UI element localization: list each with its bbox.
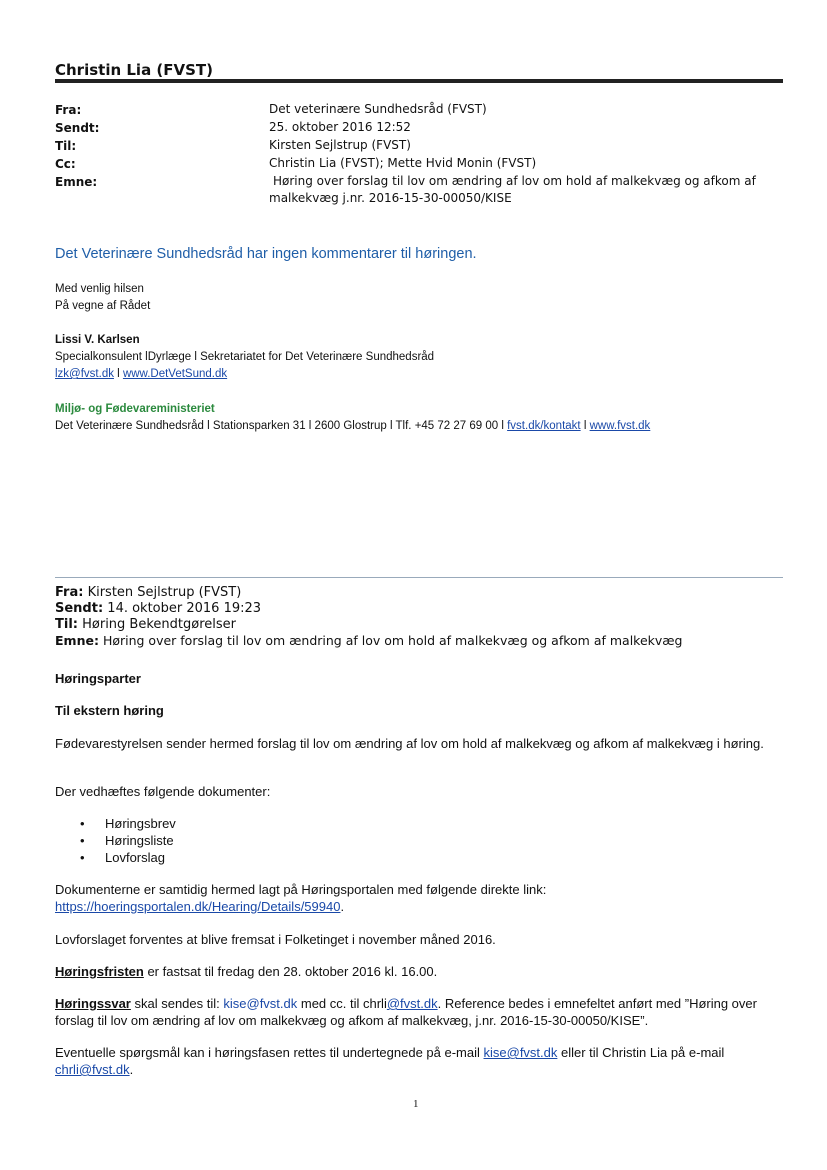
attachment-list (80, 815, 176, 866)
portal-text: Dokumenterne er samtidig hermed lagt på Høringsportalen med følgende direkte link: (55, 882, 547, 897)
para-questions (55, 1044, 790, 1078)
address-line (55, 420, 650, 432)
signer-web-link[interactable]: www.DetVetSund.dk (122, 368, 228, 380)
subject-label: Emne: (55, 175, 98, 189)
greeting: Med venlig hilsen (55, 283, 144, 295)
list-item: • Lovforslag (80, 849, 176, 866)
para-attachments: Der vedhæftes følgende dokumenter: (55, 784, 271, 799)
forward-divider (55, 577, 783, 578)
fw-to-label: Til: (55, 617, 78, 632)
page-number: 1 (413, 1098, 419, 1110)
on-behalf: På vegne af Rådet (55, 300, 151, 312)
heading-external: Til ekstern høring (55, 703, 164, 718)
fw-to (55, 617, 236, 632)
questions-text: Eventuelle spørgsmål kan i høringsfasen rettes til undertegnede på e-mail (55, 1045, 484, 1060)
contact-link[interactable]: fvst.dk/kontakt (507, 420, 581, 432)
questions-text: eller til Christin Lia på e-mail (557, 1045, 725, 1060)
deadline-label: Høringsfristen (55, 964, 144, 979)
portal-link[interactable]: https://hoeringsportalen.dk/Hearing/Details/59940 (55, 899, 341, 914)
fw-subject-label: Emne: (55, 633, 99, 648)
fw-subject (55, 633, 683, 648)
list-item: • Høringsbrev (80, 815, 176, 832)
questions-text: . (129, 1062, 134, 1077)
heading-parties: Høringsparter (55, 671, 141, 686)
cc-email-link[interactable]: @fvst.dk (386, 996, 438, 1011)
address-text: Det Veterinære Sundhedsråd l Stationsparken 31 l 2600 Glostrup l Tlf. +45 72 27 69 00 l (55, 420, 504, 432)
to-label: Til: (55, 139, 77, 153)
header-rule (55, 79, 783, 83)
list-item: • Høringsliste (80, 832, 176, 849)
sent-label: Sendt: (55, 121, 100, 135)
cc-value: Christin Lia (FVST); Mette Hvid Monin (FVST) (269, 156, 537, 170)
fw-from-value: Kirsten Sejlstrup (FVST) (87, 585, 242, 600)
para-deadline (55, 963, 790, 980)
signer-title: Specialkonsulent lDyrlæge l Sekretariatet for Det Veterinære Sundhedsråd (55, 351, 435, 363)
cc-label: Cc: (55, 157, 76, 171)
fw-from-label: Fra: (55, 585, 84, 600)
fw-sent-value: 14. oktober 2016 19:23 (107, 601, 262, 616)
fw-from (55, 585, 241, 600)
document-owner-title: Christin Lia (FVST) (55, 61, 214, 79)
reply-email-link[interactable]: kise@fvst.dk (223, 996, 298, 1011)
subject-value: Høring over forslag til lov om ændring af lov om hold af malkekvæg og afkom af malkekvæg j.nr. 2016-15-30-00050/KISE (269, 174, 756, 205)
separator: l (117, 368, 120, 380)
signer-email-link[interactable]: lzk@fvst.dk (55, 368, 114, 380)
to-value: Kirsten Sejlstrup (FVST) (269, 138, 411, 152)
reply-text: med cc. til chrli (297, 996, 387, 1011)
sent-value: 25. oktober 2016 12:52 (269, 120, 411, 134)
reply-intro: Det Veterinære Sundhedsråd har ingen kommentarer til høringen. (55, 246, 477, 262)
ministry-name: Miljø- og Fødevareministeriet (55, 403, 215, 415)
reply-text: . Reference bedes i emnefeltet anført med ”Høring over forslag til lov om ændring af lov om malkekvæg og afkom af malkekvæg, j.nr. 2016-15-30-00050/KISE”. (55, 996, 757, 1028)
signer-contact (55, 368, 227, 380)
para-intro: Fødevarestyrelsen sender hermed forslag til lov om ændring af lov om hold af malkekvæg og afkom af malkekvæg i høring. (55, 736, 764, 751)
para-portal: Dokumenterne er samtidig hermed lagt på Høringsportalen med følgende direkte link: https://hoeringsportalen.dk/Hearing/Details/59940. (55, 882, 547, 914)
from-label: Fra: (55, 103, 82, 117)
reply-text: skal sendes til: (130, 996, 224, 1011)
christin-email-link[interactable]: chrli@fvst.dk (55, 1062, 130, 1077)
fw-to-value: Høring Bekendtgørelser (82, 617, 236, 632)
para-expected: Lovforslaget forventes at blive fremsat i Folketinget i november måned 2016. (55, 932, 496, 947)
reply-label: Høringssvar (55, 996, 131, 1011)
questions-email-link[interactable]: kise@fvst.dk (483, 1045, 558, 1060)
from-value: Det veterinære Sundhedsråd (FVST) (269, 102, 487, 116)
deadline-text: er fastsat til fredag den 28. oktober 2016 kl. 16.00. (143, 964, 438, 979)
fw-subject-value: Høring over forslag til lov om ændring af lov om hold af malkekvæg og afkom af malkekvæg (102, 633, 683, 648)
site-link[interactable]: www.fvst.dk (589, 420, 651, 432)
fw-sent (55, 601, 261, 616)
para-reply (55, 995, 790, 1029)
separator: l (583, 420, 587, 432)
signer-name: Lissi V. Karlsen (55, 334, 140, 346)
fw-sent-label: Sendt: (55, 601, 104, 616)
